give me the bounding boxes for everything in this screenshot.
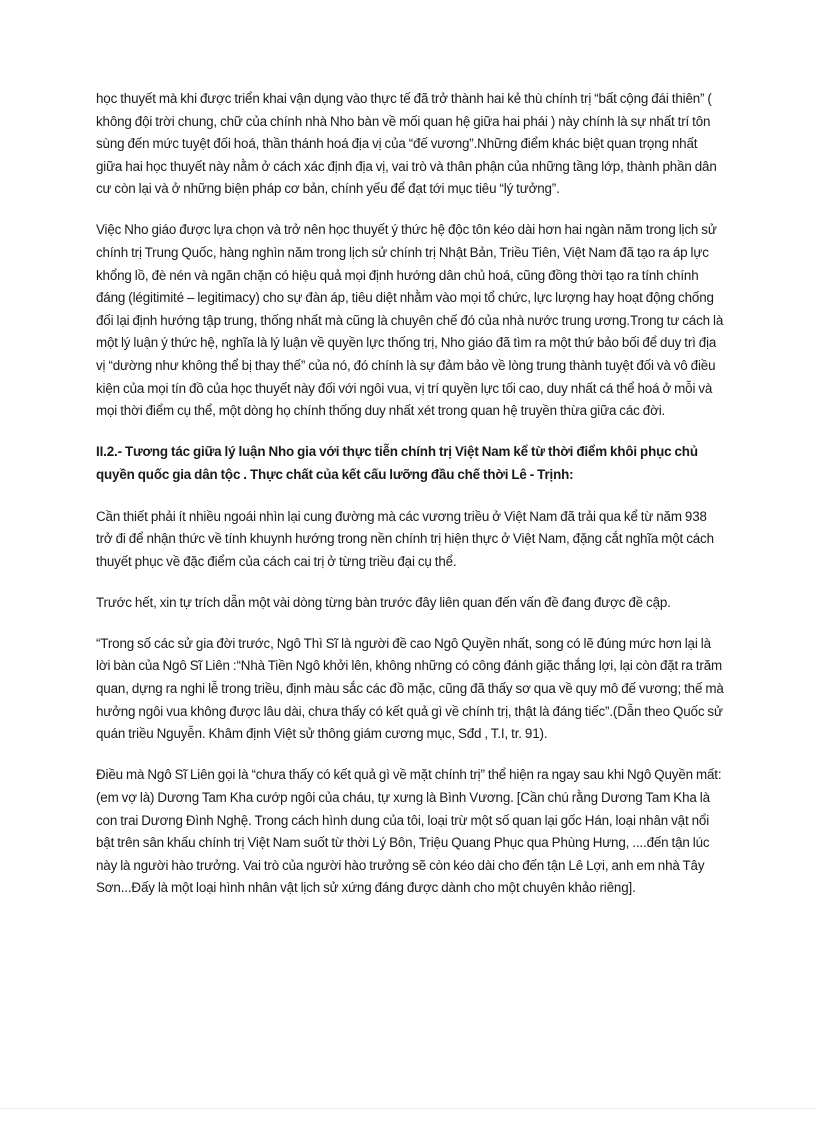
paragraph-doctrine-comparison: học thuyết mà khi được triển khai vận dụng vào thực tế đã trở thành hai kẻ thù chính trị “bất cộng đái thiên” ( không đội trời chung, chữ của chính nhà Nho bàn về mối quan hệ giữa hai phái ) này chính là sự nhất trí tôn sùng đến mức tuyệt đối hoá, thần thánh hoá địa vị của “đế vương”.Những điểm khác biệt quan trọng nhất giữa hai học thuyết này nằm ở cách xác định địa vị, vai trò và thân phận của những tầng lớp, thành phần dân cư còn lại và ở những biện pháp cơ bản, chính yếu để đạt tới mục tiêu “lý tưởng”. [96,91,717,197]
document-body [96,88,724,918]
paragraph-self-citation-intro: Trước hết, xin tự trích dẫn một vài dòng từng bàn trước đây liên quan đến vấn đề đang được đề cập. [96,594,671,610]
paragraph-quotation-ngo-si-lien: “Trong số các sử gia đời trước, Ngô Thì Sĩ là người đề cao Ngô Quyền nhất, song có lẽ đúng mức hơn lại là lời bàn của Ngô Sĩ Liên :“Nhà Tiền Ngô khởi lên, không những có công đánh giặc thắng lợi, lại còn đặt ra trăm quan, dựng ra nghi lễ trong triều, định màu sắc các đồ mặc, cũng đã thấy sơ qua về quy mô đế vương; thế mà hưởng ngôi vua không được lâu dài, chưa thấy có kết quả gì về chính trị, thật là đáng tiếc”.(Dẫn theo Quốc sử quán triều Nguyễn. Khâm định Việt sử thông giám cương mục, Sđd , T.I, tr. 91). [96,635,724,742]
paragraph-duong-tam-kha: Điều mà Ngô Sĩ Liên gọi là “chưa thấy có kết quả gì về mặt chính trị” thể hiện ra ngay sau khi Ngô Quyền mất: (em vợ là) Dương Tam Kha cướp ngôi của cháu, tự xưng là Bình Vương. [Cần chú rằng Dương Tam Kha là con trai Dương Đình Nghệ. Trong cách hình dung của tôi, loại trừ một số quan lại gốc Hán, loại nhân vật nổi bật trên sân khấu chính trị Việt Nam suốt từ thời Lý Bôn, Triệu Quang Phục qua Phùng Hưng, ....đến tận lúc này là người hào trưởng. Vai trò của người hào trưởng sẽ còn kéo dài cho đến tận Lê Lợi, anh em nhà Tây Sơn...Đấy là một loại hình nhân vật lịch sử xứng đáng được dành cho một chuyên khảo riêng]. [96,767,722,896]
page-bottom-divider [0,1108,816,1109]
paragraph-dynasties-overview: Cần thiết phải ít nhiều ngoái nhìn lại cung đường mà các vương triều ở Việt Nam đã trải qua kể từ năm 938 trở đi để nhận thức về tính khuynh hướng trong nền chính trị hiện thực ở Việt Nam, đặng cắt nghĩa một cách thuyết phục về đặc điểm của cách cai trị ở từng triều đại cụ thể. [96,508,714,569]
section-heading: II.2.- Tương tác giữa lý luận Nho gia với thực tiễn chính trị Việt Nam kể từ thời điểm khôi phục chủ quyền quốc gia dân tộc . Thực chất của kết cấu lưỡng đầu chế thời Lê - Trịnh: [96,444,698,482]
paragraph-confucian-ideology: Việc Nho giáo được lựa chọn và trở nên học thuyết ý thức hệ độc tôn kéo dài hơn hai ngàn năm trong lịch sử chính trị Trung Quốc, hàng nghìn năm trong lịch sử chính trị Nhật Bản, Triều Tiên, Việt Nam đã tạo ra áp lực khổng lồ, đè nén và ngăn chặn có hiệu quả mọi định hướng dân chủ hoá, cũng đồng thời tạo ra tính chính đáng (légitimité – legitimacy) cho sự đàn áp, tiêu diệt nhằm vào mọi tổ chức, lực lượng hay hoạt động chống đối lại định hướng tập trung, thống nhất mà cũng là chuyên chế đó của nhà nước trung ương.Trong tư cách là một lý luận ý thức hệ, nghĩa là lý luận về quyền lực thống trị, Nho giáo đã tìm ra một thứ bảo bối để duy trì địa vị “dường như không thể bị thay thế” của nó, đó chính là sự đảm bảo về lòng trung thành tuyệt đối và vô điều kiện của mọi tín đồ của học thuyết này đối với ngôi vua, vị trí quyền lực tối cao, duy nhất cá thể hoá ở mỗi và mọi thời điểm cụ thể, một dòng họ chính thống duy nhất xét trong quan hệ truyền thừa giữa các đời. [96,222,724,419]
